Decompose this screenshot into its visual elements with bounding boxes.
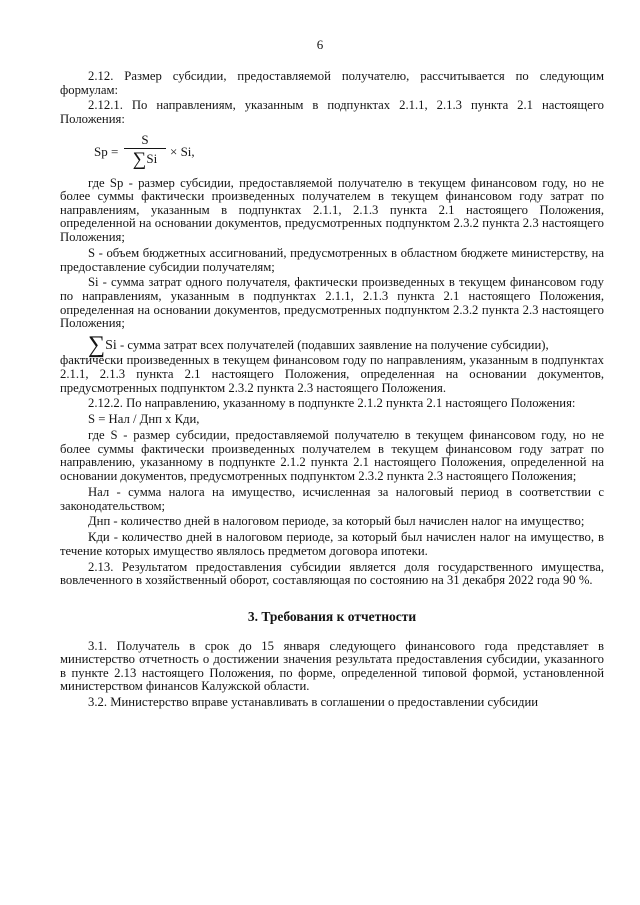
formula-rhs: × Si, — [170, 143, 195, 159]
page-number: 6 — [316, 37, 324, 52]
formula-numerator: S — [141, 131, 149, 147]
formula-lhs: Sp = — [94, 143, 119, 159]
paragraph-where-sp: где Sp - размер субсидии, предоставляемой получателю в текущем финансовом году, но не более суммы фактически произведенных получателем в текущем финансовом году затрат по направлениям, указанным в подпунктах 2.1.1, 2.1.3 пункта 2.1 настоящего Положения, определенной на основании документов, предусмотренных подпунктом 2.3.2 пункта 2.3 настоящего Положения; — [60, 175, 604, 245]
paragraph-kdi-definition: Кди - количество дней в налоговом периоде, за который был начислен налог на имущество, в течение которых имущество являлось предметом договора ипотеки. — [60, 530, 604, 558]
formula-fraction — [124, 131, 166, 169]
paragraph-2-12-2: 2.12.2. По направлению, указанному в подпункте 2.1.2 пункта 2.1 настоящего Положения: — [88, 396, 576, 411]
formula-s: S = Нал / Днп x Кди, — [88, 412, 200, 427]
paragraph-sum-continuation: фактически произведенных в текущем финансовом году по направлениям, указанным в подпунктах 2.1.1, 2.1.3 пункта 2.1 настоящего Положения, определенная на основании документов, предусмотренных подпунктом 2.3.2 пункта 2.3 настоящего Положения. — [60, 353, 604, 395]
section-heading-3: 3. Требования к отчетности — [247, 608, 417, 624]
paragraph-2-12-1: 2.12.1. По направлениям, указанным в подпунктах 2.1.1, 2.1.3 пункта 2.1 настоящего Положения: — [60, 98, 604, 127]
paragraph-3-1: 3.1. Получатель в срок до 15 января следующего финансового года представляет в министерство отчетность о достижении значения результата предоставления субсидии, указанного в пункте 2.13 настоящего Положения, по форме, определенной типовой формой, установленной министерством финансов Калужской области. — [60, 638, 604, 694]
sum-si-text: - сумма затрат всех получателей (подавших заявление на получение субсидии), — [116, 337, 549, 352]
sum-si-line — [88, 331, 604, 358]
paragraph-3-2: 3.2. Министерство вправе устанавливать в соглашении о предоставлении субсидии — [88, 695, 539, 710]
formula-sp — [94, 131, 604, 173]
sum-symbol: ∑ — [88, 331, 106, 358]
paragraph-dnp-definition: Днп - количество дней в налоговом периоде, за который был начислен налог на имущество; — [88, 514, 585, 529]
formula-denominator — [124, 149, 166, 169]
document-body — [60, 70, 604, 712]
paragraph-s-definition: S - объем бюджетных ассигнований, предусмотренных в областном бюджете министерству, на предоставление субсидии получателям; — [60, 245, 604, 274]
paragraph-2-12: 2.12. Размер субсидии, предоставляемой получателю, рассчитывается по следующим формулам: — [60, 69, 604, 97]
sum-si-var: Si — [105, 337, 117, 353]
formula-denominator-var: Si — [146, 150, 158, 166]
paragraph-si-definition: Si - сумма затрат одного получателя, фактически произведенных в текущем финансовом году по направлениям, указанным в подпунктах 2.1.1, 2.1.3 пункта 2.1 настоящего Положения, определенная на основании документов, предусмотренных подпунктом 2.3.2 пункта 2.3 настоящего Положения; — [60, 275, 604, 331]
paragraph-nal-definition: Нал - сумма налога на имущество, исчисленная за налоговый период в соответствии с законодательством; — [60, 484, 604, 513]
sum-symbol: ∑ — [132, 148, 147, 170]
paragraph-where-s: где S - размер субсидии, предоставляемой получателю в текущем финансовом году, но не более суммы фактически произведенных получателем в текущем финансовом году затрат по направлению, указанному в подпункте 2.1.2 пункта 2.1 настоящего Положения, определенной на основании документов, предусмотренных подпунктом 2.3.2 пункта 2.3 настоящего Положения; — [60, 428, 604, 484]
paragraph-2-13: 2.13. Результатом предоставления субсидии является доля государственного имущества, вовлеченного в хозяйственный оборот, составляющая по состоянию на 31 декабря 2022 года 90 %. — [60, 559, 604, 588]
